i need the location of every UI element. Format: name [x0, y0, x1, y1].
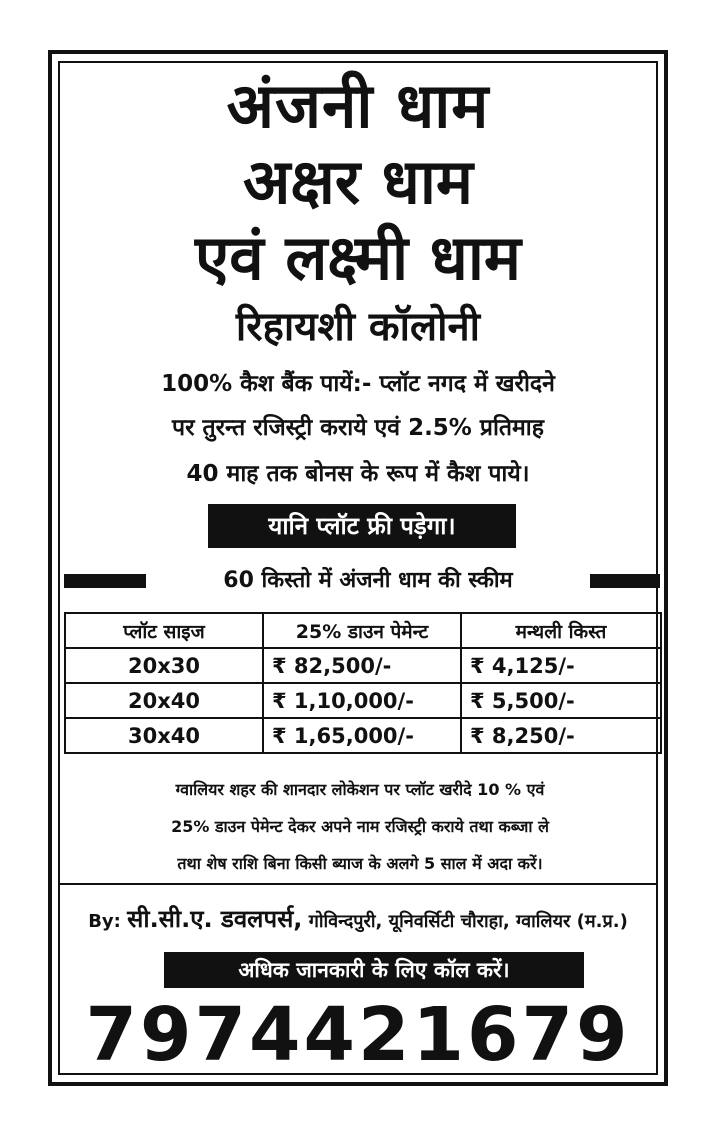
phone-number[interactable]: 7974421679	[85, 992, 631, 1078]
offer-line-2: पर तुरन्त रजिस्ट्री कराये एवं 2.5% प्रतिमाह	[172, 415, 544, 441]
call-to-action-badge: अधिक जानकारी के लिए कॉल करें।	[164, 952, 584, 988]
table-row	[65, 648, 661, 683]
developer-address: गोविन्दपुरी, यूनिवर्सिटी चौराहा, ग्वालियर (म.प्र.)	[308, 911, 628, 932]
title-anjani-dham: अंजनी धाम	[226, 69, 490, 142]
note-line-2: 25% डाउन पेमेन्ट देकर अपने नाम रजिस्ट्री कराये तथा कब्जा ले	[171, 817, 549, 836]
free-plot-badge: यानि प्लॉट फ्री पड़ेगा।	[208, 504, 516, 548]
down-payment-cell: ₹ 1,10,000/-	[263, 683, 461, 718]
title-lakshmi-dham: एवं लक्ष्मी धाम	[195, 221, 521, 294]
plot-price-table	[64, 612, 662, 754]
scheme-bar-left	[64, 574, 146, 588]
table-header-row	[65, 613, 661, 648]
developer-prefix: By:	[88, 911, 121, 932]
scheme-bar-right	[590, 574, 660, 588]
header-down-payment: 25% डाउन पेमेन्ट	[263, 613, 461, 648]
note-line-3: तथा शेष राशि बिना किसी ब्याज के अलगे 5 साल में अदा करें।	[177, 854, 543, 873]
down-payment-cell: ₹ 1,65,000/-	[263, 718, 461, 753]
scheme-title: 60 किस्तो में अंजनी धाम की स्कीम	[223, 568, 513, 593]
monthly-installment-cell: ₹ 5,500/-	[461, 683, 661, 718]
plot-size-cell: 30x40	[65, 718, 263, 753]
developer-name: सी.सी.ए. डवलपर्स,	[127, 905, 303, 933]
table-row	[65, 718, 661, 753]
offer-line-3: 40 माह तक बोनस के रूप में कैश पाये।	[186, 461, 530, 487]
plot-size-cell: 20x40	[65, 683, 263, 718]
plot-size-cell: 20x30	[65, 648, 263, 683]
table-row	[65, 683, 661, 718]
monthly-installment-cell: ₹ 4,125/-	[461, 648, 661, 683]
section-divider	[60, 883, 656, 885]
header-plot-size: प्लॉट साइज	[65, 613, 263, 648]
down-payment-cell: ₹ 82,500/-	[263, 648, 461, 683]
developer-line	[58, 895, 658, 946]
note-line-1: ग्वालियर शहर की शानदार लोकेशन पर प्लॉट खरीदे 10 % एवं	[175, 780, 545, 799]
header-monthly-installment: मन्थली किस्त	[461, 613, 661, 648]
title-akshar-dham: अक्षर धाम	[242, 145, 474, 218]
monthly-installment-cell: ₹ 8,250/-	[461, 718, 661, 753]
subtitle-colony: रिहायशी कॉलोनी	[235, 304, 481, 350]
offer-line-1: 100% कैश बैंक पायें:- प्लॉट नगद में खरीदने	[161, 371, 555, 397]
